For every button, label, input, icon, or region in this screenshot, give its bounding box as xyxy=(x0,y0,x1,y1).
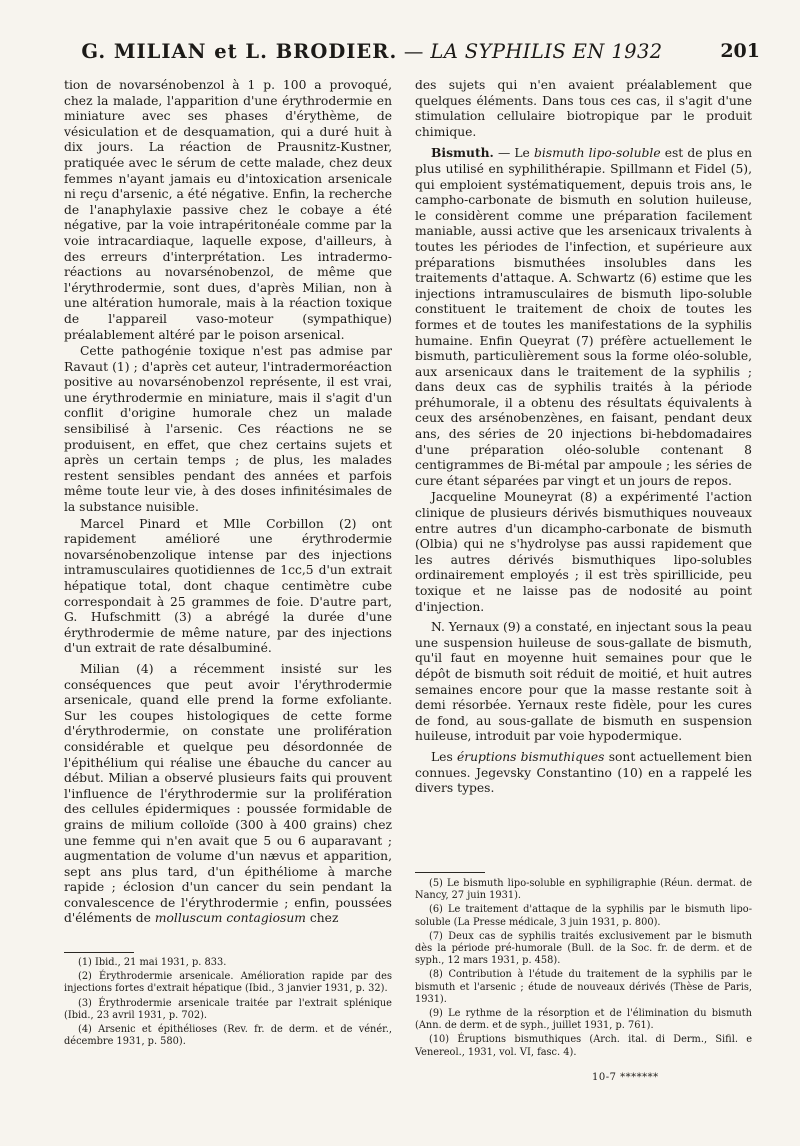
header-title xyxy=(64,40,680,63)
left-paragraph-4 xyxy=(64,662,392,927)
left-paragraph-4-italic: molluscum contagiosum xyxy=(154,911,306,926)
right-paragraph-5 xyxy=(415,750,752,797)
left-paragraph-4-text: Milian (4) a récemment insisté sur les conséquences que peut avoir l'érythrodermie arsenicale, quand elle prend la forme exfoliante. Sur les coupes histologiques de cette forme d'érythrodermie, on constate une prolifération considérable et quelque peu désordonnée de l'épithélium qui réalise une ébauche du cancer au début. Milian a observé plusieurs faits qui prouvent l'influence de l'érythrodermie sur la prolifération des cellules épidermiques : poussée formidable de grains de milium colloïde (300 à 400 grains) chez une femme qui n'en avait que 5 ou 6 auparavant ; augmentation de volume d'un nævus et apparition, sept ans plus tard, d'un épithéliome à marche rapide ; éclosion d'un cancer du sein pendant la convalescence de l'érythrodermie ; enfin, poussées d'éléments de xyxy=(64,661,392,926)
right-paragraph-5-start: Les xyxy=(431,749,457,764)
right-paragraph-2-italic: bismuth lipo-soluble xyxy=(533,146,661,161)
right-footnotes xyxy=(415,878,752,1061)
right-paragraph-1: des sujets qui n'en avaient préalablement que quelques éléments. Dans tous ces cas, il s'agit d'une stimulation cellulaire biotropique par le produit chimique. xyxy=(415,78,752,139)
right-column xyxy=(415,78,752,797)
right-paragraph-4: N. Yernaux (9) a constaté, en injectant sous la peau une suspension huileuse de sous-gallate de bismuth, qu'il faut en moyenne huit semaines pour que le dépôt de bismuth soit réduit de moitié, et huit autres semaines encore pour que la masse restante soit à demi résorbée. Yernaux reste fidèle, pour les cures de fond, au sous-gallate de bismuth en suspension huileuse, introduit par voie hypodermique. xyxy=(415,620,752,744)
footnote-9: (9) Le rythme de la résorption et de l'élimination du bismuth (Ann. de derm. et de syph., juillet 1931, p. 761). xyxy=(415,1008,752,1032)
right-paragraph-bismuth xyxy=(415,145,752,489)
footnote-7: (7) Deux cas de syphilis traités exclusivement par le bismuth dès la période pré-humorale (Bull. de la Soc. fr. de derm. et de syph., 12 mars 1931, p. 458). xyxy=(415,930,752,967)
left-paragraph-4-end: chez xyxy=(305,911,339,926)
footnote-5: (5) Le bismuth lipo-soluble en syphiligraphie (Réun. dermat. de Nancy, 27 juin 1931). xyxy=(415,878,752,902)
header-journal-title: LA SYPHILIS EN 1932 xyxy=(430,40,663,63)
footnote-3: (3) Érythrodermie arsenicale traitée par l'extrait splénique (Ibid., 23 avril 1931, p. 702). xyxy=(64,997,392,1021)
section-lead-bismuth: Bismuth. xyxy=(431,145,494,161)
right-paragraph-2-text: est de plus en plus utilisé en syphilithérapie. Spillmann et Fidel (5), qui emploient systématiquement, depuis trois ans, le campho-carbonate de bismuth en solution huileuse, le considèrent comme une préparation facilement maniable, aussi active que les arsenicaux trivalents à toutes les périodes de l'infection, et supérieure aux préparations bismuthées insolubles dans les traitements d'attaque. A. Schwartz (6) estime que les injections intramusculaires de bismuth lipo-soluble constituent le traitement de choix de toutes les formes et de toutes les manifestations de la syphilis humaine. Enfin Queyrat (7) préfère actuellement le bismuth, particulièrement sous la forme oléo-soluble, aux arsenicaux dans le traitement de la syphilis ; dans deux cas de syphilis traités à la période préhumorale, il a obtenu des résultats équivalents à ceux des arsénobenzènes, en faisant, pendant deux ans, des séries de 20 injections bi-hebdomadaires d'une préparation oléo-soluble contenant 8 centigrammes de Bi-métal par ampoule ; les séries de cure étant séparées par vingt et un jours de repos. xyxy=(415,146,752,488)
footnote-rule-right xyxy=(415,872,485,873)
header-authors: G. MILIAN et L. BRODIER. xyxy=(81,40,398,63)
footnote-6: (6) Le traitement d'attaque de la syphilis par le bismuth lipo-soluble (La Presse médicale, 3 juin 1931, p. 800). xyxy=(415,904,752,928)
footnote-4: (4) Arsenic et épithélioses (Rev. fr. de derm. et de vénér., décembre 1931, p. 580). xyxy=(64,1024,392,1048)
footnote-1: (1) Ibid., 21 mai 1931, p. 833. xyxy=(78,957,227,968)
footnote-rule-left xyxy=(64,952,134,953)
header-separator: — xyxy=(397,40,431,63)
left-paragraph-2: Cette pathogénie toxique n'est pas admise par Ravaut (1) ; d'après cet auteur, l'intradermoréaction positive au novarsénobenzol représente, il est vrai, une érythrodermie en miniature, mais il s'agit d'un conflit d'origine humorale chez un malade sensibilisé à l'arsenic. Ces réactions ne se produisent, en effet, que chez certains sujets et après un certain temps ; de plus, les malades restent sensibles pendant des années et parfois même toute leur vie, à des doses infinitésimales de la substance nuisible. xyxy=(64,344,392,515)
left-column xyxy=(64,78,392,927)
printer-signature: 10-7 ******* xyxy=(592,1072,659,1083)
right-paragraph-5-italic: éruptions bismuthiques xyxy=(456,749,605,764)
right-paragraph-5-end: sont actuellement bien connues. Jegevsky Constantino (10) en a rappelé les divers types. xyxy=(415,749,752,796)
right-paragraph-3: Jacqueline Mouneyrat (8) a expérimenté l'action clinique de plusieurs dérivés bismuthiques nouveaux entre autres d'un dicampho-carbonate de bismuth (Olbia) qui ne s'hydrolyse pas aussi rapidement que les autres dérivés bismuthiques lipo-solubles ordinairement employés ; il est très spirillicide, peu toxique et ne laisse pas de nodosité au point d'injection. xyxy=(415,490,752,614)
footnote-10: (10) Éruptions bismuthiques (Arch. ital. di Derm., Sifil. e Venereol., 1931, vol. VI, fasc. 4). xyxy=(415,1034,752,1058)
left-paragraph-3: Marcel Pinard et Mlle Corbillon (2) ont rapidement amélioré une érythrodermie novarsénobenzolique intense par des injections intramusculaires quotidiennes de 1cc,5 d'un extrait hépatique total, dont chaque centimètre cube correspondait à 25 grammes de foie. D'autre part, G. Hufschmitt (3) a abrégé la durée d'une érythrodermie de même nature, par des injections d'un extrait de rate désalbuminé. xyxy=(64,516,392,656)
left-paragraph-1: tion de novarsénobenzol à 1 p. 100 a provoqué, chez la malade, l'apparition d'une érythrodermie en miniature avec ses phases d'érythème, de vésiculation et de desquamation, qui a duré huit à dix jours. La réaction de Prausnitz-Kustner, pratiquée avec le sérum de cette malade, chez deux femmes n'ayant jamais eu d'intoxication arsenicale ni reçu d'arsenic, a été négative. Enfin, la recherche de l'anaphylaxie passive chez le cobaye a été négative, par la voie intrapéritonéale comme par la voie intracardiaque, laquelle expose, d'ailleurs, à des erreurs d'interprétation. Les intradermo-réactions au novarsénobenzol, de même que l'érythrodermie, sont dues, d'après Milian, non à une altération humorale, mais à la réaction toxique de l'appareil vaso-moteur (sympathique) préalablement altéré par le poison arsenical. xyxy=(64,78,392,342)
running-header xyxy=(64,40,760,70)
page-number: 201 xyxy=(720,40,760,62)
footnote-2: (2) Érythrodermie arsenicale. Amélioration rapide par des injections fortes d'extrait hépatique (Ibid., 3 janvier 1931, p. 32). xyxy=(64,971,392,995)
footnote-8: (8) Contribution à l'étude du traitement de la syphilis par le bismuth et l'arsenic ; étude de nouveaux dérivés (Thèse de Paris, 1931). xyxy=(415,969,752,1005)
left-footnotes xyxy=(64,957,392,1050)
right-paragraph-2-dash: — Le xyxy=(493,146,534,161)
